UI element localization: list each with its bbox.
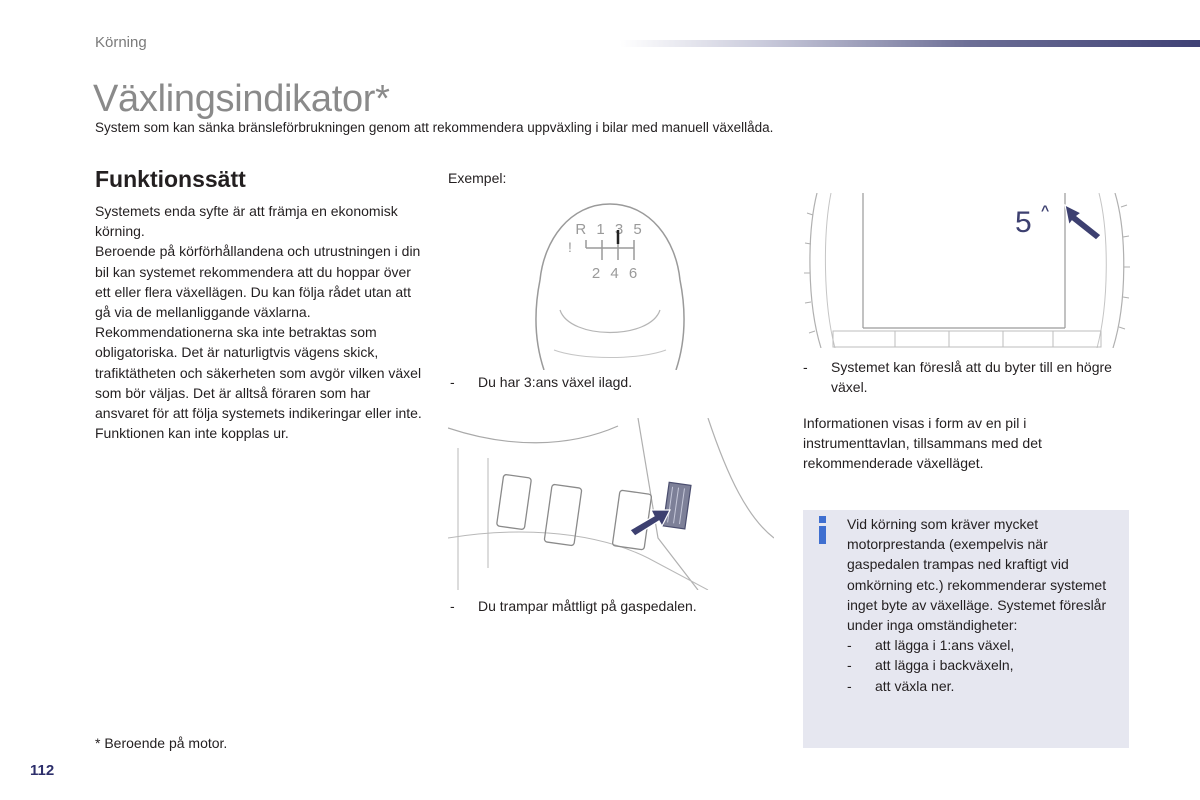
list-item: - att lägga i 1:ans växel, xyxy=(847,637,1015,654)
display-up-arrow-icon: ^ xyxy=(1041,202,1050,218)
svg-text:!: ! xyxy=(568,239,572,255)
example-label: Exempel: xyxy=(448,170,507,186)
body-text xyxy=(95,201,425,443)
note-intro: Vid körning som kräver mycket motorprestanda (exempelvis när gaspedalen trampas ned kraftigt vid omkörning etc.) rekommenderar systemet inget byte av växelläge. Systemet föreslår under inga omständigheter: xyxy=(847,516,1107,634)
note-text xyxy=(847,514,1117,696)
note-list xyxy=(847,635,1117,696)
section-heading: Funktionssätt xyxy=(95,166,246,192)
header-bar xyxy=(620,40,1200,47)
pedal-illustration xyxy=(448,418,774,590)
page-subtitle: System som kan sänka bränsleförbrukningen genom att rekommendera uppväxling i bilar med manuell växellåda. xyxy=(95,120,774,135)
caption-pedal: - Du trampar måttligt på gaspedalen. xyxy=(450,598,697,614)
page-title: Växlingsindikator* xyxy=(93,78,390,120)
instrument-display-illustration xyxy=(803,193,1130,348)
gear-pattern-bottom: 2 4 6 xyxy=(591,265,641,282)
paragraph: Beroende på körförhållandena och utrustningen i din bil kan systemet rekommendera att du hoppar över ett eller flera växellägen. Du kan följa rådet utan att gå via de mellanliggande växlarna. xyxy=(95,243,421,321)
section-label: Körning xyxy=(95,34,147,51)
list-item: - att lägga i backväxeln, xyxy=(847,657,1014,674)
display-gear-number: 5 xyxy=(1015,206,1032,239)
page-number: 112 xyxy=(30,762,55,779)
info-icon xyxy=(816,515,830,545)
caption-display: - Systemet kan föreslå att du byter till en högre växel. xyxy=(803,359,1112,395)
info-text: Informationen visas i form av en pil i instrumenttavlan, tillsammans med det rekommenderade växelläget. xyxy=(803,415,1042,472)
footnote: * Beroende på motor. xyxy=(95,735,228,751)
paragraph: Systemets enda syfte är att främja en ekonomisk körning. xyxy=(95,203,398,240)
gear-knob-illustration xyxy=(530,200,690,370)
caption-gear: - Du har 3:ans växel ilagd. xyxy=(450,374,633,390)
paragraph: Rekommendationerna ska inte betraktas som obligatoriska. Det är naturligtvis vägens skick, trafiktätheten och säkerheten som avgör vilken växel som bör väljas. Det är alltså föraren som har ansvaret för att följa systemets indikeringar eller inte. xyxy=(95,324,422,422)
list-item: - att växla ner. xyxy=(847,677,955,694)
paragraph: Funktionen kan inte kopplas ur. xyxy=(95,425,289,442)
gear-pattern-top: R 1 3 5 xyxy=(575,221,645,238)
